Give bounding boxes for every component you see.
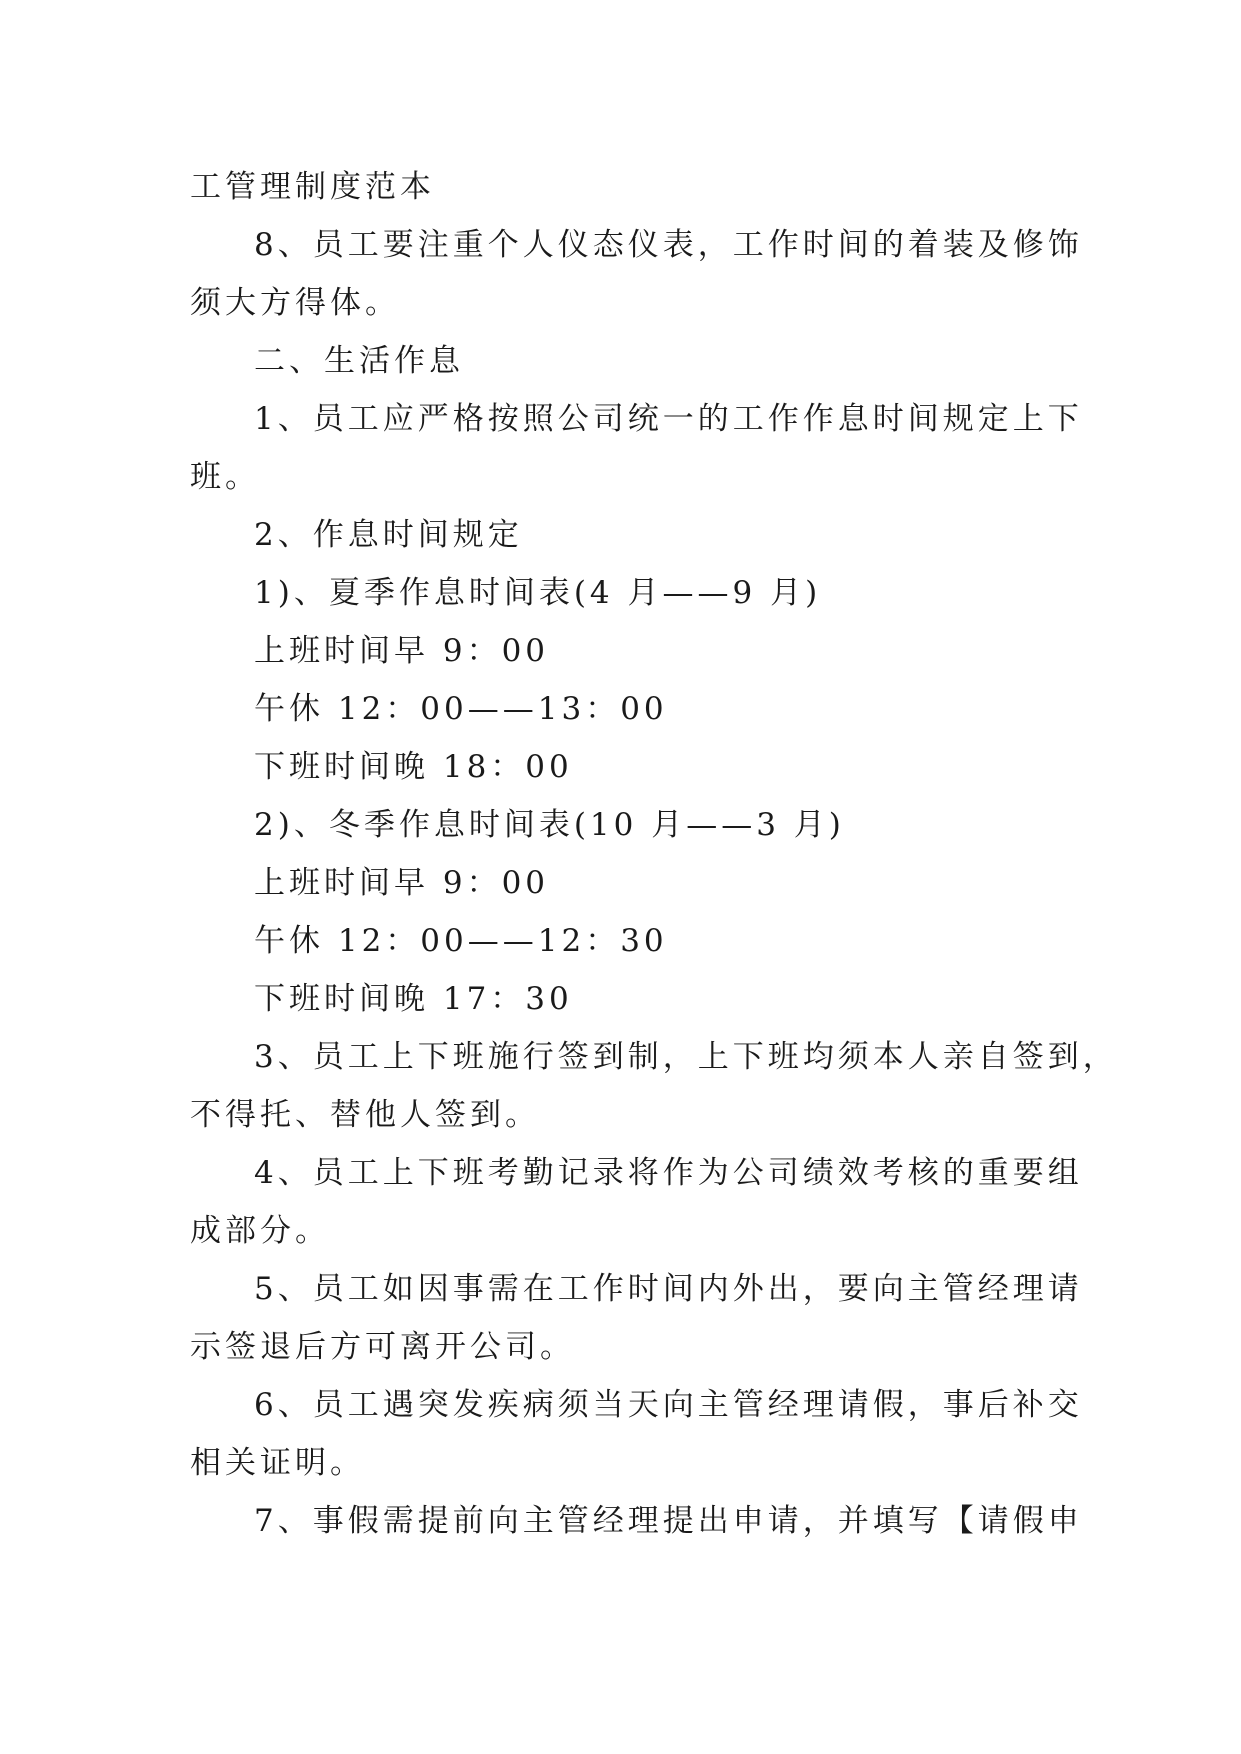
text-line: 3、员工上下班施行签到制，上下班均须本人亲自签到，: [254, 1039, 1118, 1075]
text-line: 午休 12：00——12：30: [254, 923, 668, 959]
text-line: 成部分。: [190, 1213, 330, 1249]
text-line: 4、员工上下班考勤记录将作为公司绩效考核的重要组: [254, 1155, 1083, 1191]
text-line: 5、员工如因事需在工作时间内外出，要向主管经理请: [254, 1271, 1083, 1307]
text-line: 不得托、替他人签到。: [190, 1097, 540, 1133]
text-line: 8、员工要注重个人仪态仪表，工作时间的着装及修饰: [254, 227, 1083, 263]
text-line: 上班时间早 9：00: [254, 865, 550, 901]
text-line: 下班时间晚 17：30: [254, 981, 573, 1017]
section-heading: 二、生活作息: [254, 343, 464, 379]
text-line: 工管理制度范本: [190, 169, 435, 205]
text-line: 1)、夏季作息时间表(4 月——9 月): [254, 575, 822, 611]
text-line: 须大方得体。: [190, 285, 400, 321]
text-line: 2)、冬季作息时间表(10 月——3 月): [254, 807, 845, 843]
text-line: 相关证明。: [190, 1445, 365, 1481]
text-line: 班。: [190, 459, 260, 495]
text-line: 午休 12：00——13：00: [254, 691, 668, 727]
document-body: [190, 158, 1118, 1550]
text-line: 上班时间早 9：00: [254, 633, 550, 669]
text-line: 1、员工应严格按照公司统一的工作作息时间规定上下: [254, 401, 1083, 437]
text-line: 下班时间晚 18：00: [254, 749, 573, 785]
text-line: 示签退后方可离开公司。: [190, 1329, 575, 1365]
text-line: 2、作息时间规定: [254, 517, 523, 553]
text-line: 7、事假需提前向主管经理提出申请，并填写【请假申: [254, 1503, 1083, 1539]
text-line: 6、员工遇突发疾病须当天向主管经理请假，事后补交: [254, 1387, 1083, 1423]
